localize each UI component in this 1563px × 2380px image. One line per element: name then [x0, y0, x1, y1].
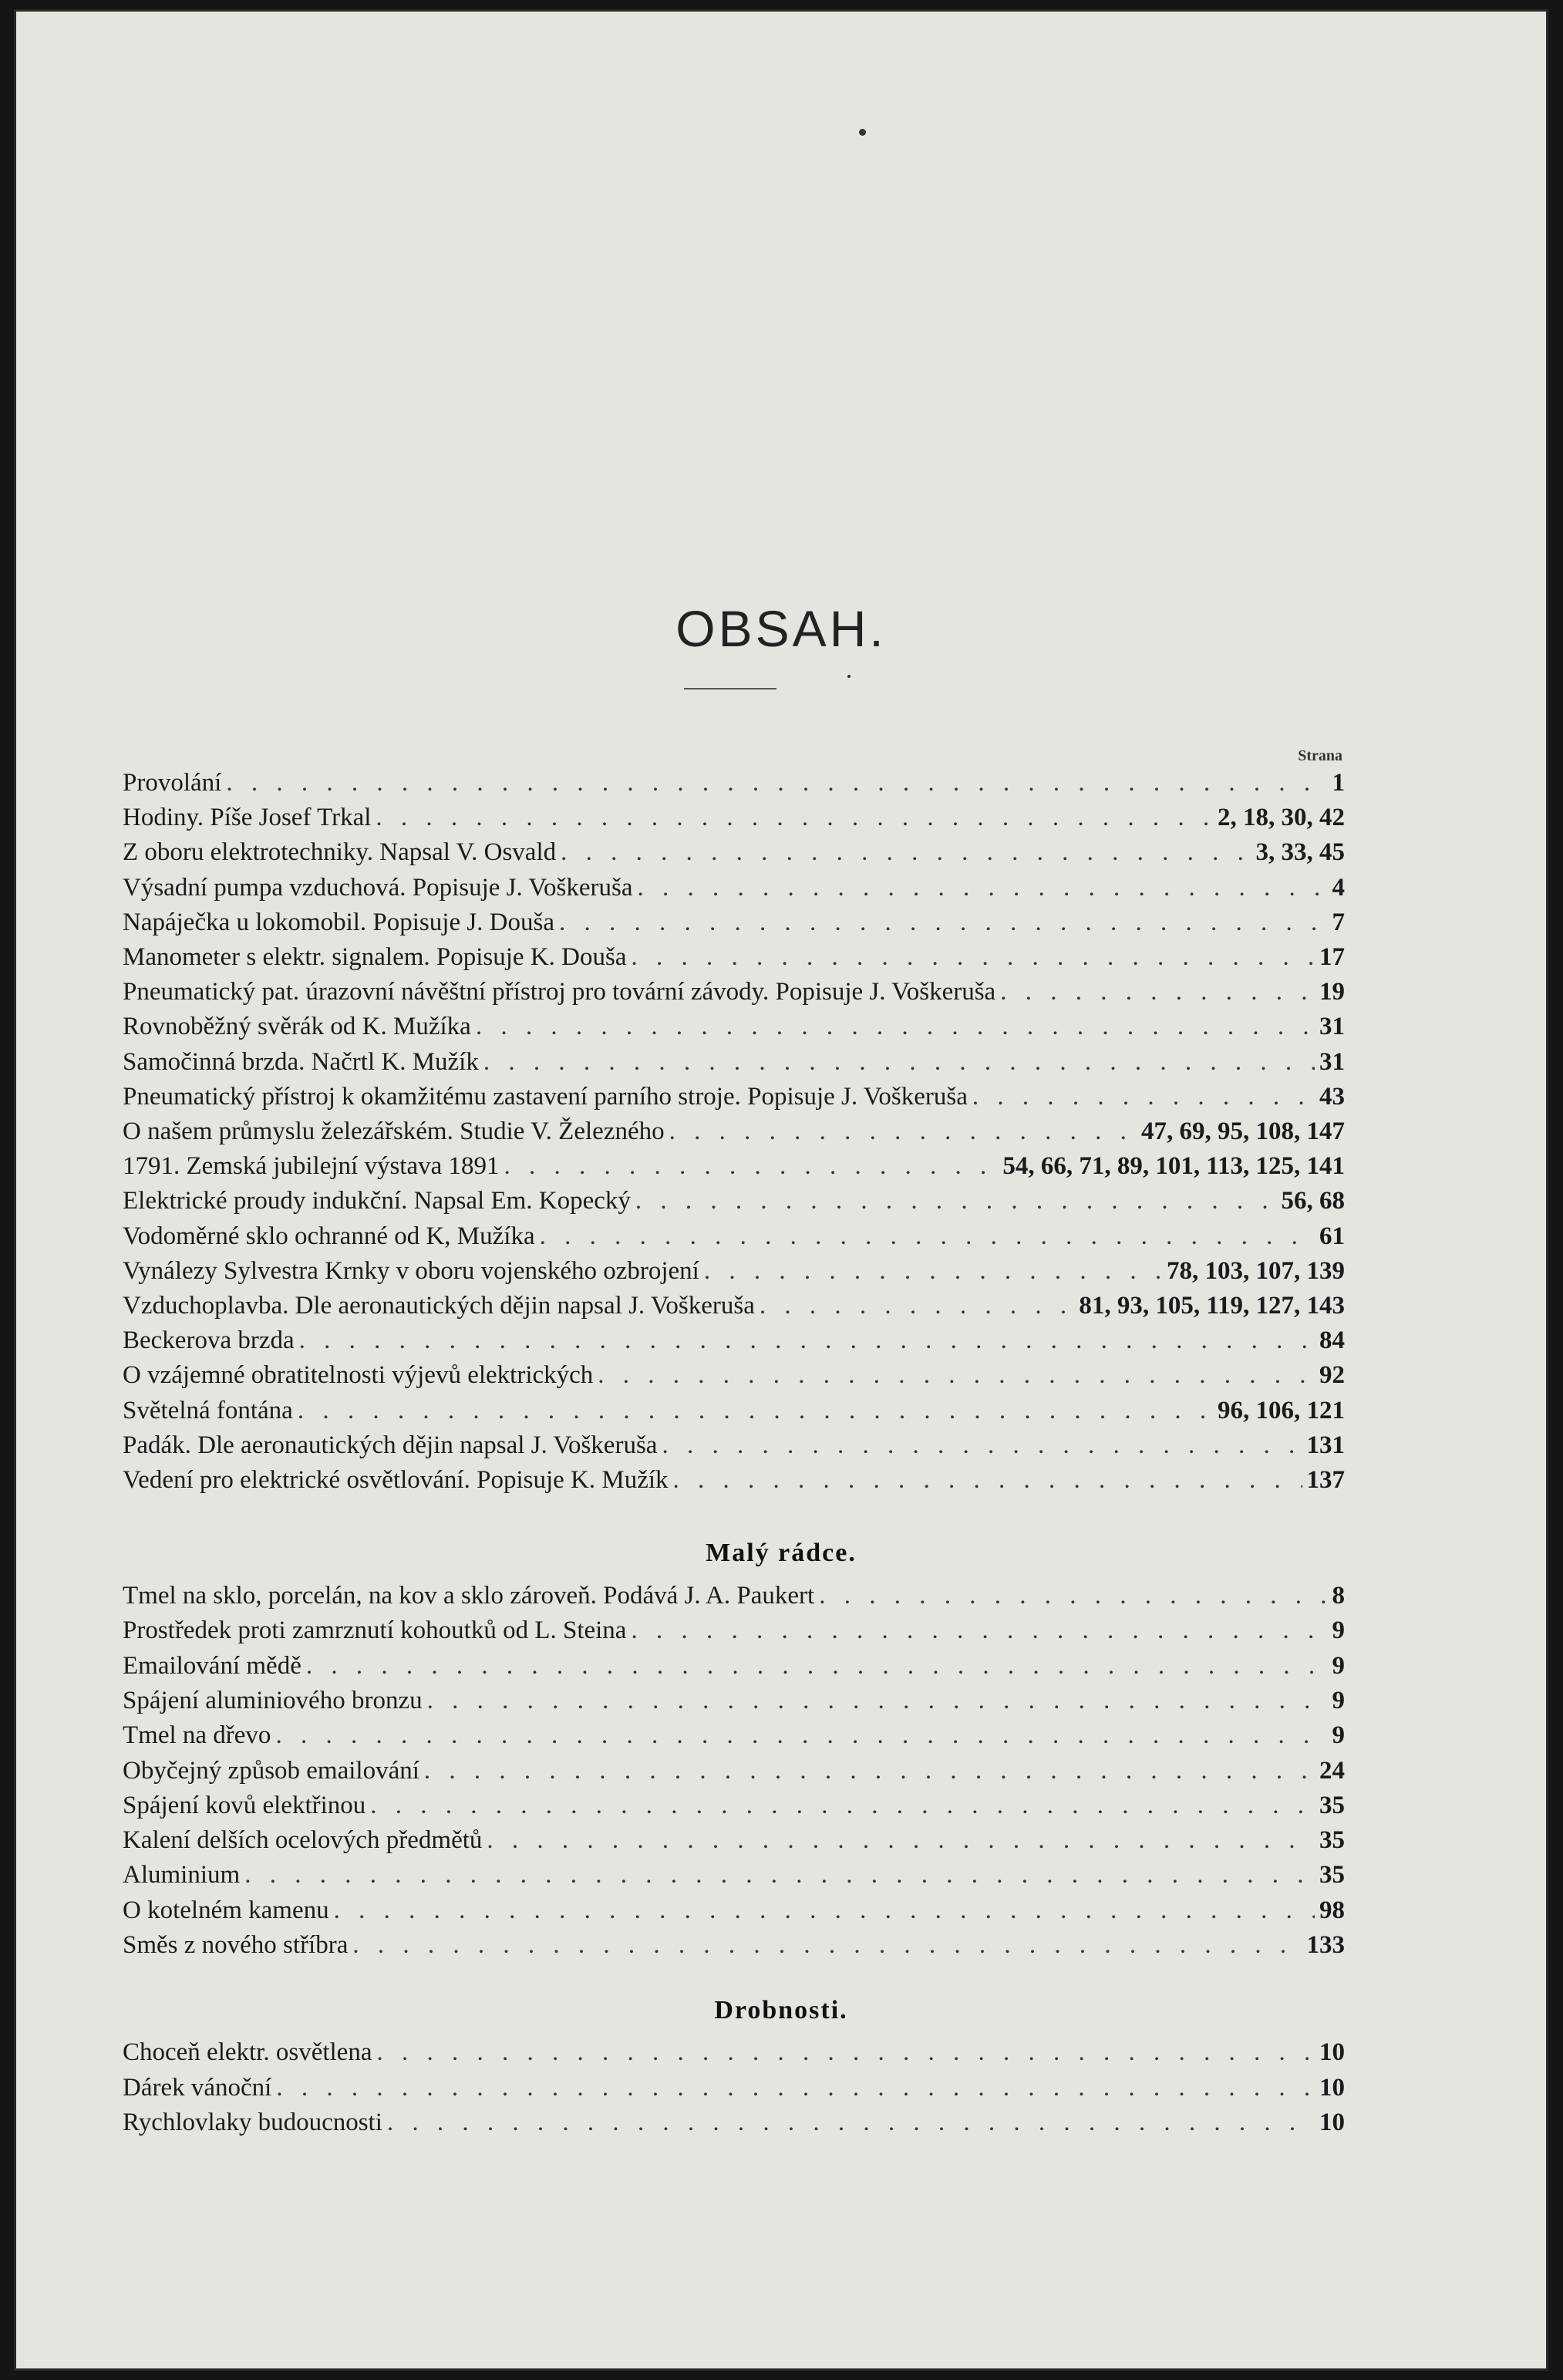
entry-pages: 17 [1319, 943, 1345, 971]
dot-leader [334, 1893, 1315, 1928]
toc-entry [123, 1648, 1345, 1684]
dot-leader [637, 870, 1327, 905]
toc-entry [123, 1219, 1345, 1254]
entry-pages: 133 [1306, 1931, 1345, 1959]
dot-leader [299, 1323, 1315, 1358]
dot-leader [298, 1393, 1213, 1428]
toc-entry [123, 1857, 1345, 1893]
dot-leader [427, 1683, 1328, 1718]
dot-leader [598, 1357, 1315, 1393]
dot-leader [424, 1753, 1315, 1788]
entry-pages: 47, 69, 95, 108, 147 [1141, 1118, 1345, 1145]
entry-title: Hodiny. Píše Josef Trkal [123, 804, 372, 832]
entry-title: Světelná fontána [123, 1396, 293, 1424]
entry-pages: 61 [1319, 1222, 1345, 1250]
dot-leader [559, 905, 1327, 940]
entry-title: Z oboru elektrotechniky. Napsal V. Osvald [123, 838, 557, 867]
entry-title: Napáječka u lokomobil. Popisuje J. Douša [123, 908, 555, 936]
dot-leader [704, 1253, 1162, 1289]
entry-title: O kotelném kamenu [123, 1896, 329, 1924]
entry-pages: 131 [1306, 1431, 1345, 1459]
entry-title: Vzduchoplavba. Dle aeronautických dějin napsal J. Voškeruša [123, 1292, 755, 1320]
entry-pages: 35 [1319, 1791, 1345, 1819]
toc-entry [123, 870, 1345, 905]
entry-pages: 4 [1332, 873, 1345, 902]
ink-speck [847, 675, 851, 678]
toc-entry [123, 1288, 1345, 1323]
scanned-page [14, 9, 1548, 2371]
dot-leader [483, 1044, 1315, 1080]
entry-title: Prostředek proti zamrznutí kohoutků od L. Steina [123, 1616, 627, 1645]
entry-pages: 9 [1332, 1721, 1345, 1750]
toc-entry [123, 1428, 1345, 1463]
toc-entry [123, 2105, 1345, 2140]
entry-title: Tmel na dřevo [123, 1721, 271, 1750]
section-heading-drobnosti: Drobnosti. [714, 1996, 848, 2024]
entry-pages: 19 [1319, 978, 1345, 1006]
entry-title: Směs z nového stříbra [123, 1931, 349, 1959]
title-rule [684, 688, 776, 689]
entry-pages: 35 [1319, 1826, 1345, 1855]
entry-pages: 3, 33, 45 [1255, 838, 1345, 867]
entry-pages: 35 [1319, 1861, 1345, 1890]
entry-title: Emailování mědě [123, 1651, 301, 1680]
dot-leader [561, 834, 1251, 870]
toc-entry [123, 1393, 1345, 1428]
dot-leader [352, 1927, 1302, 1963]
toc-entry [123, 1183, 1345, 1219]
toc-entry [123, 2070, 1345, 2105]
dot-leader [760, 1288, 1074, 1323]
toc-entry [123, 1323, 1345, 1358]
toc-entry [123, 1822, 1345, 1858]
dot-leader [487, 1822, 1315, 1858]
entry-pages: 84 [1319, 1327, 1345, 1355]
toc-entry [123, 834, 1345, 870]
entry-pages: 7 [1332, 908, 1345, 936]
dot-leader [376, 800, 1213, 835]
entry-title: Vodoměrné sklo ochranné od K, Mužíka [123, 1222, 535, 1250]
entry-title: Rychlovlaky budoucnosti [123, 2109, 382, 2136]
toc-entry [123, 1578, 1345, 1613]
section-heading-maly-radce: Malý rádce. [706, 1539, 857, 1567]
entry-title: O našem průmyslu železářském. Studie V. Železného [123, 1118, 665, 1145]
entry-pages: 9 [1332, 1686, 1345, 1714]
entry-pages: 9 [1332, 1616, 1345, 1645]
toc-entry [123, 1927, 1345, 1963]
dot-leader [631, 939, 1315, 975]
entry-title: Spájení kovů elektřinou [123, 1791, 366, 1819]
entry-title: Vedení pro elektrické osvětlování. Popisuje K. Mužík [123, 1466, 669, 1494]
entry-pages: 31 [1319, 1047, 1345, 1076]
toc-entry [123, 974, 1345, 1010]
entry-pages: 1 [1332, 769, 1345, 797]
dot-leader [635, 1183, 1277, 1219]
entry-title: 1791. Zemská jubilejní výstava 1891 [123, 1152, 500, 1181]
dot-leader [504, 1148, 999, 1184]
dot-leader [662, 1428, 1302, 1463]
entry-title: Spájení aluminiového bronzu [123, 1686, 423, 1714]
entry-title: Pneumatický přístroj k okamžitému zastavení parního stroje. Popisuje J. Voškeruša [123, 1082, 968, 1111]
toc-entry [123, 1462, 1345, 1498]
entry-title: Rovnoběžný svěrák od K. Mužíka [123, 1013, 471, 1041]
entry-title: Samočinná brzda. Načrtl K. Mužík [123, 1047, 479, 1076]
dot-leader [387, 2105, 1315, 2140]
dot-leader [673, 1462, 1302, 1498]
entry-pages: 96, 106, 121 [1218, 1396, 1345, 1424]
entry-title: Padák. Dle aeronautických dějin napsal J. Voškeruša [123, 1431, 658, 1459]
entry-pages: 81, 93, 105, 119, 127, 143 [1079, 1292, 1345, 1320]
entry-title: Tmel na sklo, porcelán, na kov a sklo zároveň. Podává J. A. Paukert [123, 1582, 815, 1610]
entry-pages: 10 [1319, 2073, 1345, 2102]
ink-speck [859, 129, 866, 136]
entry-pages: 92 [1319, 1361, 1345, 1390]
dot-leader [276, 2070, 1315, 2105]
entry-title: Choceň elektr. osvětlena [123, 2038, 372, 2066]
toc-entry [123, 1683, 1345, 1718]
entry-title: Provolání [123, 769, 222, 797]
entry-pages: 10 [1319, 2038, 1345, 2066]
dot-leader [669, 1114, 1137, 1149]
entry-pages: 137 [1306, 1466, 1345, 1494]
entry-pages: 54, 66, 71, 89, 101, 113, 125, 141 [1002, 1152, 1345, 1181]
toc-entry [123, 1079, 1345, 1114]
toc-entry [123, 1718, 1345, 1753]
entry-title: Kalení delších ocelových předmětů [123, 1826, 483, 1855]
toc-entry [123, 765, 1345, 801]
entry-title: Vynálezy Sylvestra Krnky v oboru vojenského ozbrojení [123, 1256, 699, 1285]
toc-entry [123, 939, 1345, 975]
dot-leader [244, 1857, 1315, 1893]
strana-label: Strana [1298, 747, 1342, 764]
entry-pages: 8 [1332, 1582, 1345, 1610]
entry-pages: 24 [1319, 1756, 1345, 1785]
entry-pages: 9 [1332, 1651, 1345, 1680]
entry-pages: 78, 103, 107, 139 [1167, 1256, 1345, 1285]
entry-pages: 2, 18, 30, 42 [1218, 804, 1345, 832]
entry-title: Dárek vánoční [123, 2073, 272, 2102]
page-title: OBSAH. [675, 600, 887, 657]
toc-entry [123, 1114, 1345, 1149]
entry-title: Výsadní pumpa vzduchová. Popisuje J. Voškeruša [123, 873, 633, 902]
dot-leader [376, 2034, 1315, 2070]
entry-title: Obyčejný způsob emailování [123, 1756, 419, 1785]
toc-entry [123, 1893, 1345, 1928]
toc-entry [123, 1357, 1345, 1393]
dot-leader [540, 1219, 1315, 1254]
entry-title: Beckerova brzda [123, 1327, 295, 1355]
entry-title: O vzájemné obratitelnosti výjevů elektrických [123, 1361, 594, 1390]
entry-pages: 10 [1319, 2109, 1345, 2136]
dot-leader [1000, 974, 1315, 1010]
toc-entry [123, 1753, 1345, 1788]
dot-leader [306, 1648, 1328, 1684]
toc-entry [123, 800, 1345, 835]
toc-entry [123, 905, 1345, 940]
toc-entry [123, 1613, 1345, 1648]
entry-title: Aluminium [123, 1861, 241, 1890]
toc-entry [123, 1009, 1345, 1044]
entry-pages: 56, 68 [1281, 1187, 1345, 1215]
dot-leader [226, 765, 1327, 801]
dot-leader [476, 1009, 1315, 1044]
dot-leader [370, 1788, 1315, 1823]
toc-entry [123, 2034, 1345, 2070]
toc-entry [123, 1148, 1345, 1184]
dot-leader [819, 1578, 1327, 1613]
toc-entry [123, 1253, 1345, 1289]
entry-pages: 43 [1319, 1082, 1345, 1111]
dot-leader [972, 1079, 1315, 1114]
dot-leader [631, 1613, 1327, 1648]
entry-title: Elektrické proudy indukční. Napsal Em. Kopecký [123, 1187, 631, 1215]
toc-entry [123, 1788, 1345, 1823]
entry-title: Pneumatický pat. úrazovní návěštní přístroj pro tovární závody. Popisuje J. Voškeruša [123, 978, 996, 1006]
toc-entry [123, 1044, 1345, 1080]
entry-pages: 98 [1319, 1896, 1345, 1924]
entry-title: Manometer s elektr. signalem. Popisuje K. Douša [123, 943, 627, 971]
dot-leader [275, 1718, 1327, 1753]
entry-pages: 31 [1319, 1013, 1345, 1041]
